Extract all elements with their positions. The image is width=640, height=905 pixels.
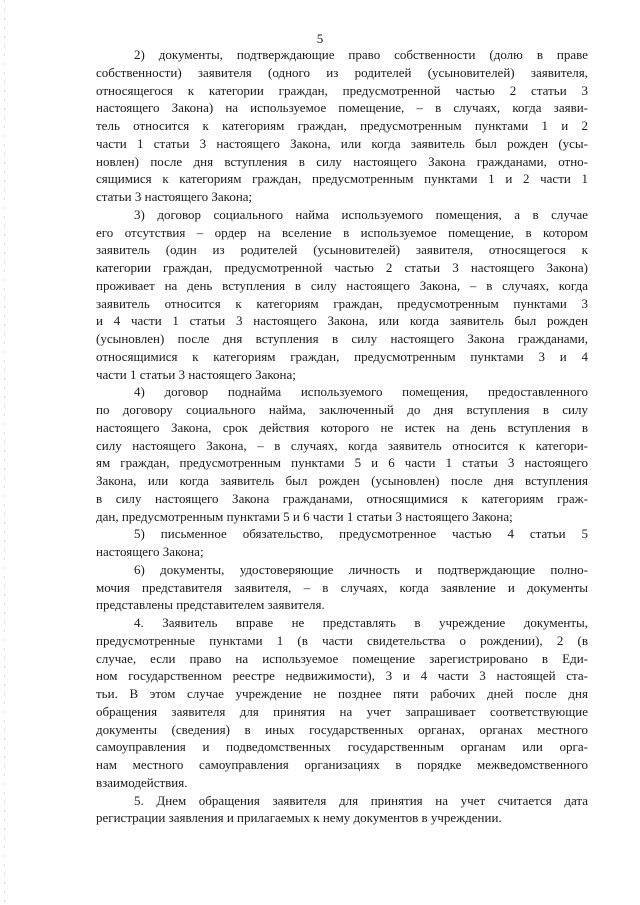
text-line: 5. Днем обращения заявителя для принятия на учет считается дата: [134, 792, 588, 808]
text-line: 4. Заявитель вправе не представлять в учреждение документы,: [134, 615, 588, 630]
paragraph-item-2: [96, 46, 588, 206]
text-line: предусмотренные пунктами 1 (в части свидетельства о рождении), 2 (в: [96, 632, 588, 648]
text-line: 2) документы, подтверждающие право собственности (долю в праве: [134, 47, 588, 62]
text-line: дан, предусмотренным пунктами 5 и 6 части 1 статьи 3 настоящего Закона;: [96, 508, 513, 524]
text-line: его отсутствия – ордер на вселение в используемое помещение, в котором: [96, 224, 588, 240]
text-line: новлен) после дня вступления в силу настоящего Закона гражданами, отно-: [96, 153, 588, 169]
text-line: обращения заявителя для принятия на учет запрашивает соответствующие: [96, 703, 588, 719]
text-line: заявитель относится к категориям граждан, предусмотренным пунктами 3: [96, 295, 588, 311]
text-line: мочия представителя заявителя, – в случаях, когда заявление и документы: [96, 579, 588, 595]
text-line: Закона, или когда заявитель был рожден (усыновлен) после дня вступления: [96, 473, 588, 488]
text-line: самоуправления и подведомственных государственным органам или орга-: [96, 739, 588, 755]
text-line: настоящего Закона) на используемое помещение, – в случаях, когда заяви-: [96, 100, 588, 116]
text-line: относящимися к категориям граждан, предусмотренным пунктами 3 и 4: [96, 348, 588, 364]
text-line: 4) договор поднайма используемого помещения, предоставленного: [134, 384, 588, 400]
text-line: части 1 статьи 3 настоящего Закона;: [96, 366, 296, 382]
text-line: ям граждан, предусмотренным пунктами 5 и 6 части 1 статьи 3 настоящего: [96, 455, 588, 471]
text-line: взаимодействия.: [96, 774, 188, 790]
text-line: собственности) заявителя (одного из родителей (усыновителей) заявителя,: [96, 64, 588, 80]
paragraph-item-4: [96, 383, 588, 525]
text-line: заявитель (один из родителей (усыновителей) заявителя, относящегося к: [96, 242, 588, 258]
text-line: тель относится к категориям граждан, предусмотренным пунктами 1 и 2: [96, 118, 588, 133]
text-line: относящегося к категории граждан, предусмотренной частью 2 статьи 3: [96, 82, 588, 98]
text-line: настоящего Закона, срок действия которого не истек на день вступления в: [96, 419, 588, 435]
paragraph-item-6: [96, 561, 588, 614]
text-line: нам местного самоуправления организациях в порядке межведомственного: [96, 757, 588, 772]
text-line: документы (сведения) в иных государственных органах, органах местного: [96, 721, 588, 737]
text-line: настоящего Закона;: [96, 544, 204, 559]
paragraph-item-3: [96, 206, 588, 384]
text-line: 5) письменное обязательство, предусмотренное частью 4 статьи 5: [134, 526, 588, 542]
text-line: представлены представителем заявителя.: [96, 597, 325, 613]
document-body: [96, 46, 588, 827]
paragraph-section-5: [96, 792, 588, 828]
text-line: тьи. В этом случае учреждение не позднее пяти рабочих дней после дня: [96, 686, 588, 701]
text-line: 6) документы, удостоверяющие личность и подтверждающие полно-: [134, 561, 588, 577]
text-line: 3) договор социального найма используемого помещения, а в случае: [134, 206, 588, 222]
text-line: статьи 3 настоящего Закона;: [96, 189, 253, 204]
text-line: категории граждан, предусмотренной частью 2 статьи 3 настоящего Закона): [96, 260, 588, 275]
text-line: по договору социального найма, заключенный до дня вступления в силу: [96, 402, 588, 417]
text-line: ном государственном реестре недвижимости), 3 и 4 части 3 настоящей ста-: [96, 668, 588, 684]
page-number: 5: [316, 31, 324, 46]
text-line: в силу настоящего Закона гражданами, относящимися к категориям граж-: [96, 490, 588, 506]
text-line: регистрации заявления и прилагаемых к нему документов в учреждении.: [96, 810, 502, 826]
text-line: силу настоящего Закона, – в случаях, когда заявитель относится к категори-: [96, 437, 588, 453]
text-line: (усыновлен) после дня вступления в силу настоящего Закона гражданами,: [96, 331, 588, 346]
text-line: случае, если право на используемое помещение зарегистрировано в Еди-: [96, 650, 588, 666]
text-line: проживает на день вступления в силу настоящего Закона, – в случаях, когда: [96, 277, 588, 293]
paragraph-item-5: [96, 525, 588, 561]
text-line: и 4 части 1 статьи 3 настоящего Закона, или когда заявитель был рожден: [96, 313, 588, 329]
text-line: сящимися к категориям граждан, предусмотренным пунктами 1 и 2 части 1: [96, 171, 588, 187]
text-line: части 1 статьи 3 настоящего Закона, или когда заявитель был рожден (усы-: [96, 135, 588, 151]
scan-edge-marks: [4, 0, 5, 905]
paragraph-section-4: [96, 614, 588, 792]
